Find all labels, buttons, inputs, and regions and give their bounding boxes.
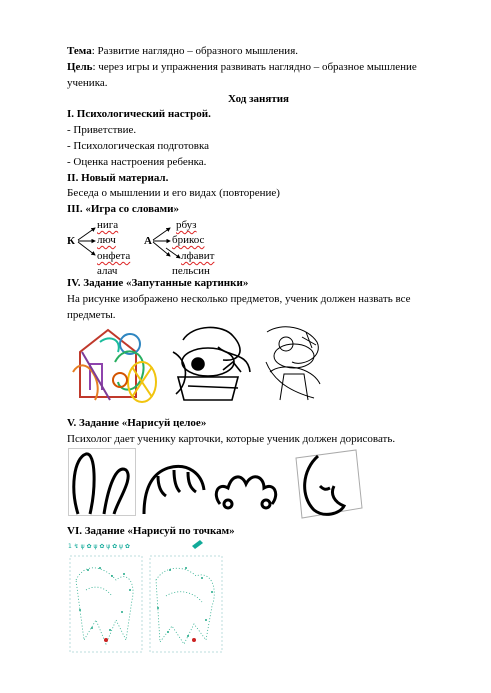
card-crown xyxy=(212,464,280,518)
a-word: брикос xyxy=(172,234,205,246)
section1-title: I. Психологический настрой. xyxy=(67,108,211,120)
section4-title: IV. Задание «Запутанные картинки» xyxy=(67,277,249,289)
a-word: лфавит xyxy=(181,250,215,262)
k-word: люч xyxy=(97,234,116,246)
a-word: рбуз xyxy=(176,219,197,231)
section5-text: Психолог дает ученику карточки, которые ученик должен дорисовать. xyxy=(67,433,396,445)
section2-num: II xyxy=(67,172,76,184)
k-word: алач xyxy=(97,265,118,277)
section2-text: Беседа о мышлении и его видах (повторение) xyxy=(67,187,280,199)
section1-item: - Приветствие. xyxy=(67,124,137,136)
section6-title: VI. Задание «Нарисуй по точкам» xyxy=(67,525,235,537)
letter-k: К xyxy=(67,235,75,247)
k-word: онфета xyxy=(97,250,131,262)
tangled-picture-sketch xyxy=(262,322,328,404)
tangled-picture-objects xyxy=(168,322,256,404)
section1-item: - Психологическая подготовка xyxy=(67,140,210,152)
dot-pictures xyxy=(66,540,226,654)
tangled-picture-colored xyxy=(70,322,160,404)
goal-label: Цель xyxy=(67,61,93,73)
section2-title-text: . Новый материал. xyxy=(75,172,169,184)
card-paw xyxy=(140,462,210,518)
card-rabbit-ears xyxy=(68,448,136,516)
section3-title: III. «Игра со словами» xyxy=(67,203,179,215)
letter-a: А xyxy=(144,235,152,247)
topic-text: : Развитие наглядно – образного мышления. xyxy=(91,45,299,57)
topic-label: Тема xyxy=(67,45,92,57)
goal-text: : через игры и упражнения развивать наглядно – образное мышление xyxy=(92,61,417,73)
section4-line: предметы. xyxy=(67,309,116,321)
section5-title: V. Задание «Нарисуй целое» xyxy=(67,417,207,429)
a-word: пельсин xyxy=(172,265,210,277)
goal-line-2: ученика. xyxy=(67,77,108,89)
section1-item: - Оценка настроения ребенка. xyxy=(67,156,207,168)
section4-line: На рисунке изображено несколько предметов, ученик должен назвать все xyxy=(67,293,411,305)
card-face-profile xyxy=(290,446,364,522)
k-word: нига xyxy=(97,219,119,231)
svg-text:1 ↯ ψ ✿ ψ ✿ ψ ✿ ψ ✿: 1 ↯ ψ ✿ ψ ✿ ψ ✿ ψ ✿ xyxy=(68,543,130,550)
course-title: Ход занятия xyxy=(228,93,290,105)
